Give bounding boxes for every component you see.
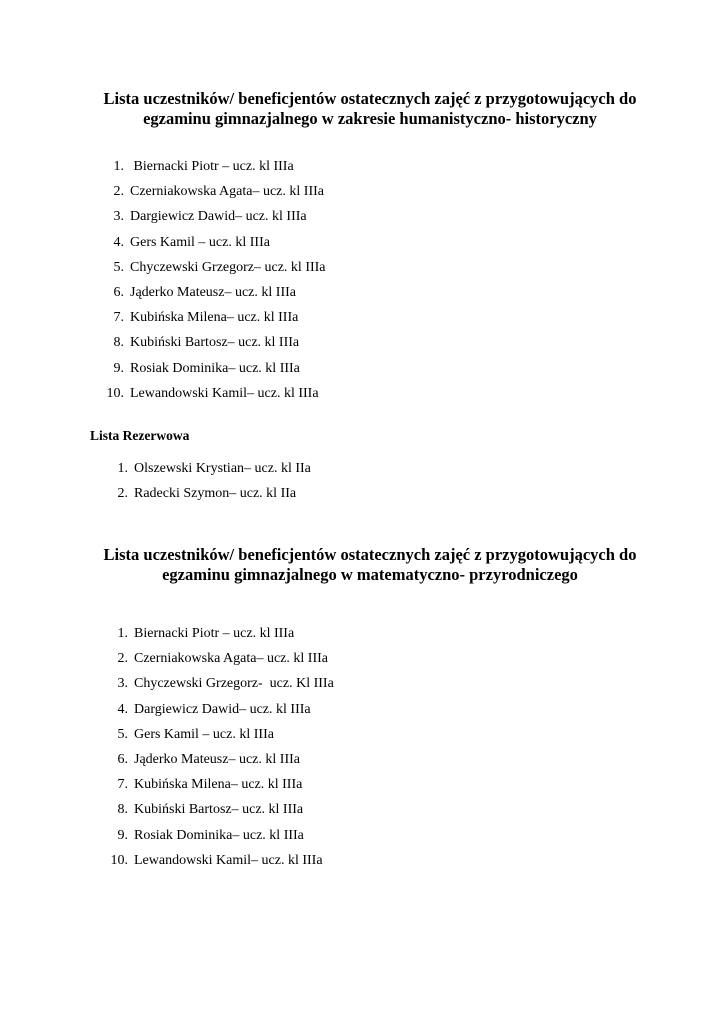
- list-item: [117, 646, 334, 671]
- section2-list: [110, 621, 334, 873]
- item-number: 10.: [106, 385, 124, 401]
- item-number: 6.: [117, 751, 128, 767]
- item-number: 4.: [117, 701, 128, 717]
- list-item: [117, 823, 334, 848]
- list-item: [117, 456, 311, 481]
- item-number: 1.: [117, 461, 128, 476]
- item-text: Jąderko Mateusz– ucz. kl IIIa: [134, 751, 300, 767]
- list-item: [113, 204, 326, 229]
- item-text: Czerniakowska Agata– ucz. kl IIIa: [130, 184, 324, 200]
- item-text: Chyczewski Grzegorz- ucz. Kl IIIa: [134, 676, 334, 692]
- item-number: 5.: [117, 726, 128, 742]
- section2-title-line2: egzaminu gimnazjalnego w matematyczno- przyrodniczego: [162, 565, 578, 584]
- list-item: [113, 255, 326, 280]
- list-item: [117, 722, 334, 747]
- item-text: Biernacki Piotr – ucz. kl IIIa: [134, 626, 295, 641]
- item-number: 9.: [113, 360, 124, 376]
- item-text: Kubiński Bartosz– ucz. kl IIIa: [130, 335, 300, 351]
- item-text: Gers Kamil – ucz. kl IIIa: [130, 234, 270, 250]
- list-item: [117, 797, 334, 822]
- item-number: 3.: [113, 209, 124, 225]
- item-number: 7.: [117, 777, 128, 793]
- item-number: 6.: [113, 284, 124, 300]
- list-item: [117, 481, 311, 506]
- item-number: 2.: [113, 184, 124, 200]
- item-text: Dargiewicz Dawid– ucz. kl IIIa: [134, 701, 311, 717]
- section1-title-line2: egzaminu gimnazjalnego w zakresie humanistyczno- historyczny: [143, 109, 597, 128]
- item-number: 2.: [117, 486, 128, 502]
- item-text: Kubiński Bartosz– ucz. kl IIIa: [134, 802, 304, 818]
- list-item: [113, 330, 326, 355]
- item-text: Olszewski Krystian– ucz. kl IIa: [134, 461, 311, 476]
- item-text: Biernacki Piotr – ucz. kl IIIa: [130, 159, 294, 174]
- section1-title-line1: Lista uczestników/ beneficjentów ostatecznych zajęć z przygotowujących do: [103, 89, 637, 108]
- item-text: Czerniakowska Agata– ucz. kl IIIa: [134, 651, 328, 667]
- list-item: [113, 305, 326, 330]
- section1-title: [60, 89, 680, 129]
- list-item: [106, 381, 326, 406]
- item-text: Jąderko Mateusz– ucz. kl IIIa: [130, 284, 296, 300]
- item-text: Chyczewski Grzegorz– ucz. kl IIIa: [130, 259, 326, 275]
- list-item: [117, 621, 334, 646]
- list-item: [113, 154, 326, 179]
- section1-list: [106, 154, 326, 406]
- item-text: Gers Kamil – ucz. kl IIIa: [134, 726, 274, 742]
- item-text: Radecki Szymon– ucz. kl IIa: [134, 486, 297, 502]
- list-item: [113, 280, 326, 305]
- list-item: [117, 772, 334, 797]
- item-text: Rosiak Dominika– ucz. kl IIIa: [130, 360, 300, 376]
- item-number: 2.: [117, 651, 128, 667]
- list-item: [113, 230, 326, 255]
- list-item: [117, 747, 334, 772]
- section2-title: [60, 545, 680, 585]
- list-item: [117, 671, 334, 696]
- item-text: Lewandowski Kamil– ucz. kl IIIa: [130, 385, 319, 401]
- item-text: Kubińska Milena– ucz. kl IIIa: [134, 777, 303, 793]
- reserve-list: [117, 456, 311, 506]
- item-text: Kubińska Milena– ucz. kl IIIa: [130, 310, 299, 326]
- item-number: 9.: [117, 827, 128, 843]
- item-number: 3.: [117, 676, 128, 692]
- reserve-list-title: Lista Rezerwowa: [90, 428, 190, 443]
- item-number: 4.: [113, 234, 124, 250]
- item-number: 8.: [113, 335, 124, 351]
- item-number: 7.: [113, 310, 124, 326]
- list-item: [113, 356, 326, 381]
- item-text: Dargiewicz Dawid– ucz. kl IIIa: [130, 209, 307, 225]
- item-number: 8.: [117, 802, 128, 818]
- item-text: Lewandowski Kamil– ucz. kl IIIa: [134, 852, 323, 868]
- item-text: Rosiak Dominika– ucz. kl IIIa: [134, 827, 304, 843]
- list-item: [113, 179, 326, 204]
- item-number: 1.: [117, 626, 128, 641]
- section2-title-line1: Lista uczestników/ beneficjentów ostatecznych zajęć z przygotowujących do: [103, 545, 637, 564]
- item-number: 10.: [110, 852, 128, 868]
- item-number: 5.: [113, 259, 124, 275]
- list-item: [117, 697, 334, 722]
- list-item: [110, 848, 334, 873]
- item-number: 1.: [113, 159, 124, 174]
